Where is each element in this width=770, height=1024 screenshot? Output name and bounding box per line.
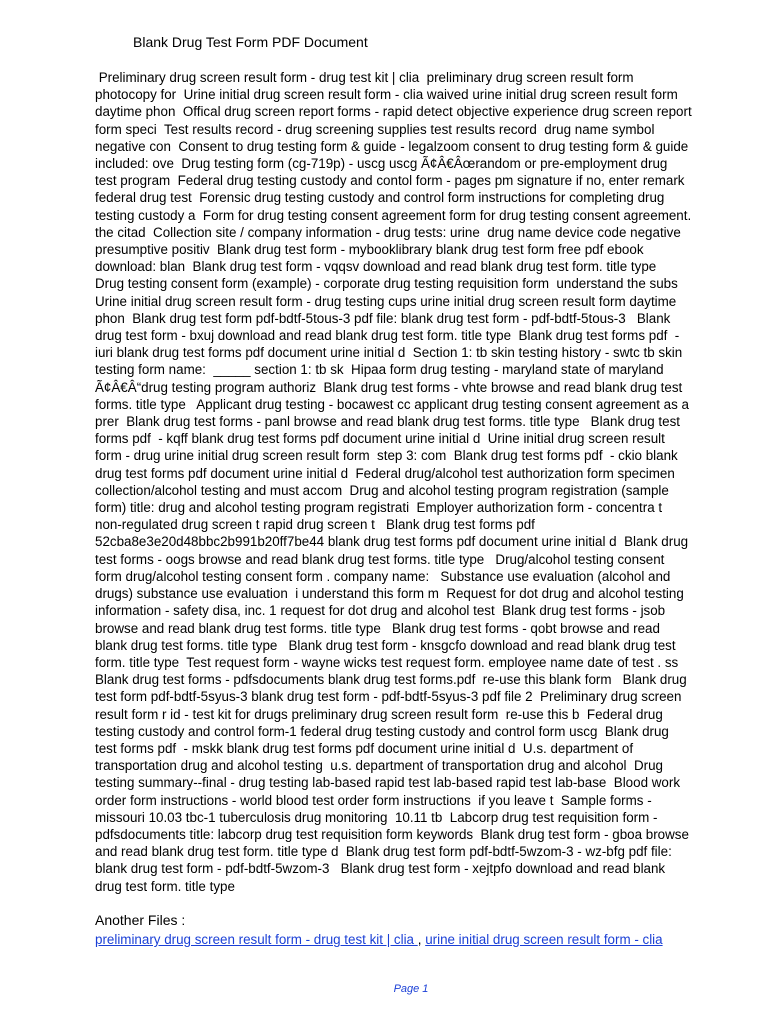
body-line: test form pdf-bdtf-5syus-3 blank drug test form - pdf-bdtf-5syus-3 pdf file 2 Preliminary drug screen [95, 689, 682, 705]
body-line: blank drug test form - pdf-bdtf-5wzom-3 Blank drug test form - xejtpfo download and read blank [95, 861, 666, 877]
document-title: Blank Drug Test Form PDF Document [133, 34, 368, 50]
body-line: missouri 10.03 tbc-1 tuberculosis drug monitoring 10.11 tb Labcorp drug test requisition form - [95, 809, 658, 825]
body-line: Drug testing consent form (example) - corporate drug testing requisition form understand the subs [95, 276, 678, 292]
body-line: test program Federal drug testing custody and contol form - pages pm signature if no, enter remark [95, 173, 685, 189]
body-line: testing form name: _____ section 1: tb sk Hipaa form drug testing - maryland state of maryland [95, 362, 664, 378]
body-line: collection/alcohol testing and must accom Drug and alcohol testing program registration (sample [95, 482, 669, 498]
body-line: order form instructions - world blood test order form instructions if you leave t Sample forms - [95, 792, 652, 808]
body-line: federal drug test Forensic drug testing custody and control form instructions for completing drug [95, 190, 665, 206]
body-line: Urine initial drug screen result form - drug testing cups urine initial drug screen result form daytime [95, 293, 677, 309]
body-line: information - safety disa, inc. 1 request for dot drug and alcohol test Blank drug test forms - jsob [95, 603, 666, 619]
body-line: form drug/alcohol testing consent form . company name: Substance use evaluation (alcohol and [95, 568, 671, 584]
body-line: form. title type Test request form - wayne wicks test request form. employee name date of test . ss [95, 654, 679, 670]
body-line: blank drug test forms. title type Blank drug test form - knsgcfo download and read blank drug test [95, 637, 676, 653]
body-line: pdfsdocuments title: labcorp drug test requisition form keywords Blank drug test form - gboa browse [95, 826, 689, 842]
body-line: Ã¢Â€Â“drug testing program authoriz Blank drug test forms - vhte browse and read blank drug test [95, 379, 683, 395]
body-line: prer Blank drug test forms - panl browse and read blank drug test forms. title type Blank drug test [95, 414, 681, 430]
body-line: forms. title type Applicant drug testing - bocawest cc applicant drug testing consent agreement as a [95, 396, 689, 412]
body-line: included: ove Drug testing form (cg-719p) - uscg uscg Ã¢Â€Âœrandom or pre-employment drug [95, 156, 668, 172]
body-line: testing custody a Form for drug testing consent agreement form for drug testing consent agreement. [95, 207, 692, 223]
body-line: drug test forms pdf document urine initial d Federal drug/alcohol test authorization form specimen [95, 465, 675, 481]
another-files-links [95, 931, 663, 948]
body-line: 52cba8e3e20d48bbc2b991b20ff7be44 blank drug test forms pdf document urine initial d Blank drug [95, 534, 689, 550]
body-line: and read blank drug test form. title type d Blank drug test form pdf-bdtf-5wzom-3 - wz-bfg pdf file: [95, 844, 672, 860]
body-line: form) title: drug and alcohol testing program registrati Employer authorization form - concentra t [95, 500, 663, 516]
body-line: daytime phon Offical drug screen report forms - rapid detect objective experience drug screen report [95, 104, 692, 120]
body-line: phon Blank drug test form pdf-bdtf-5tous-3 pdf file: blank drug test form - pdf-bdtf-5tous-3 Blank [95, 310, 671, 326]
body-line: test forms pdf - mskk blank drug test forms pdf document urine initial d U.s. department of [95, 740, 634, 756]
body-line: form speci Test results record - drug screening supplies test results record drug name symbol [95, 121, 655, 137]
page-number: Page 1 [393, 983, 429, 995]
body-line: drugs) substance use evaluation i understand this form m Request for dot drug and alcohol testing [95, 586, 684, 602]
body-line: photocopy for Urine initial drug screen result form - clia waived urine initial drug screen result form [95, 87, 678, 103]
link-separator: , [417, 932, 426, 947]
document-body [95, 69, 735, 895]
body-line: testing summary--final - drug testing lab-based rapid test lab-based rapid test lab-base Blood work [95, 775, 681, 791]
body-line: negative con Consent to drug testing form & guide - legalzoom consent to drug testing form & guide [95, 138, 689, 154]
link-urine-initial-drug-screen[interactable]: urine initial drug screen result form - clia [425, 932, 663, 947]
body-line: Preliminary drug screen result form - drug test kit | clia preliminary drug screen result form [95, 70, 634, 85]
body-line: forms pdf - kqff blank drug test forms pdf document urine initial d Urine initial drug screen result [95, 431, 665, 447]
body-line: browse and read blank drug test forms. title type Blank drug test forms - qobt browse and read [95, 620, 660, 636]
body-line: download: blan Blank drug test form - vqqsv download and read blank drug test form. title type [95, 259, 657, 275]
link-preliminary-drug-screen[interactable]: preliminary drug screen result form - drug test kit | clia [95, 932, 418, 947]
body-line: presumptive positiv Blank drug test form - mybooklibrary blank drug test form free pdf ebook [95, 242, 644, 258]
body-line: the citad Collection site / company information - drug tests: urine drug name device code negative [95, 224, 681, 240]
body-line: transportation drug and alcohol testing u.s. department of transportation drug and alcohol Drug [95, 758, 663, 774]
body-line: drug test form. title type [95, 878, 235, 894]
body-line: test forms - oogs browse and read blank drug test forms. title type Drug/alcohol testing consent [95, 551, 665, 567]
body-line: testing custody and control form-1 federal drug testing custody and control form uscg Blank drug [95, 723, 669, 739]
body-line: non-regulated drug screen t rapid drug screen t Blank drug test forms pdf [95, 517, 535, 533]
body-line: drug test form - bxuj download and read blank drug test form. title type Blank drug test forms pdf - [95, 328, 680, 344]
body-line: form - drug urine initial drug screen result form step 3: com Blank drug test forms pdf - ckio blank [95, 448, 678, 464]
body-line: Blank drug test forms - pdfsdocuments blank drug test forms.pdf re-use this blank form Blank drug [95, 672, 687, 688]
another-files-heading: Another Files : [95, 912, 186, 928]
body-line: iuri blank drug test forms pdf document urine initial d Section 1: tb skin testing history - swtc tb skin [95, 345, 683, 361]
body-line: result form r id - test kit for drugs preliminary drug screen result form re-use this b Federal drug [95, 706, 663, 722]
